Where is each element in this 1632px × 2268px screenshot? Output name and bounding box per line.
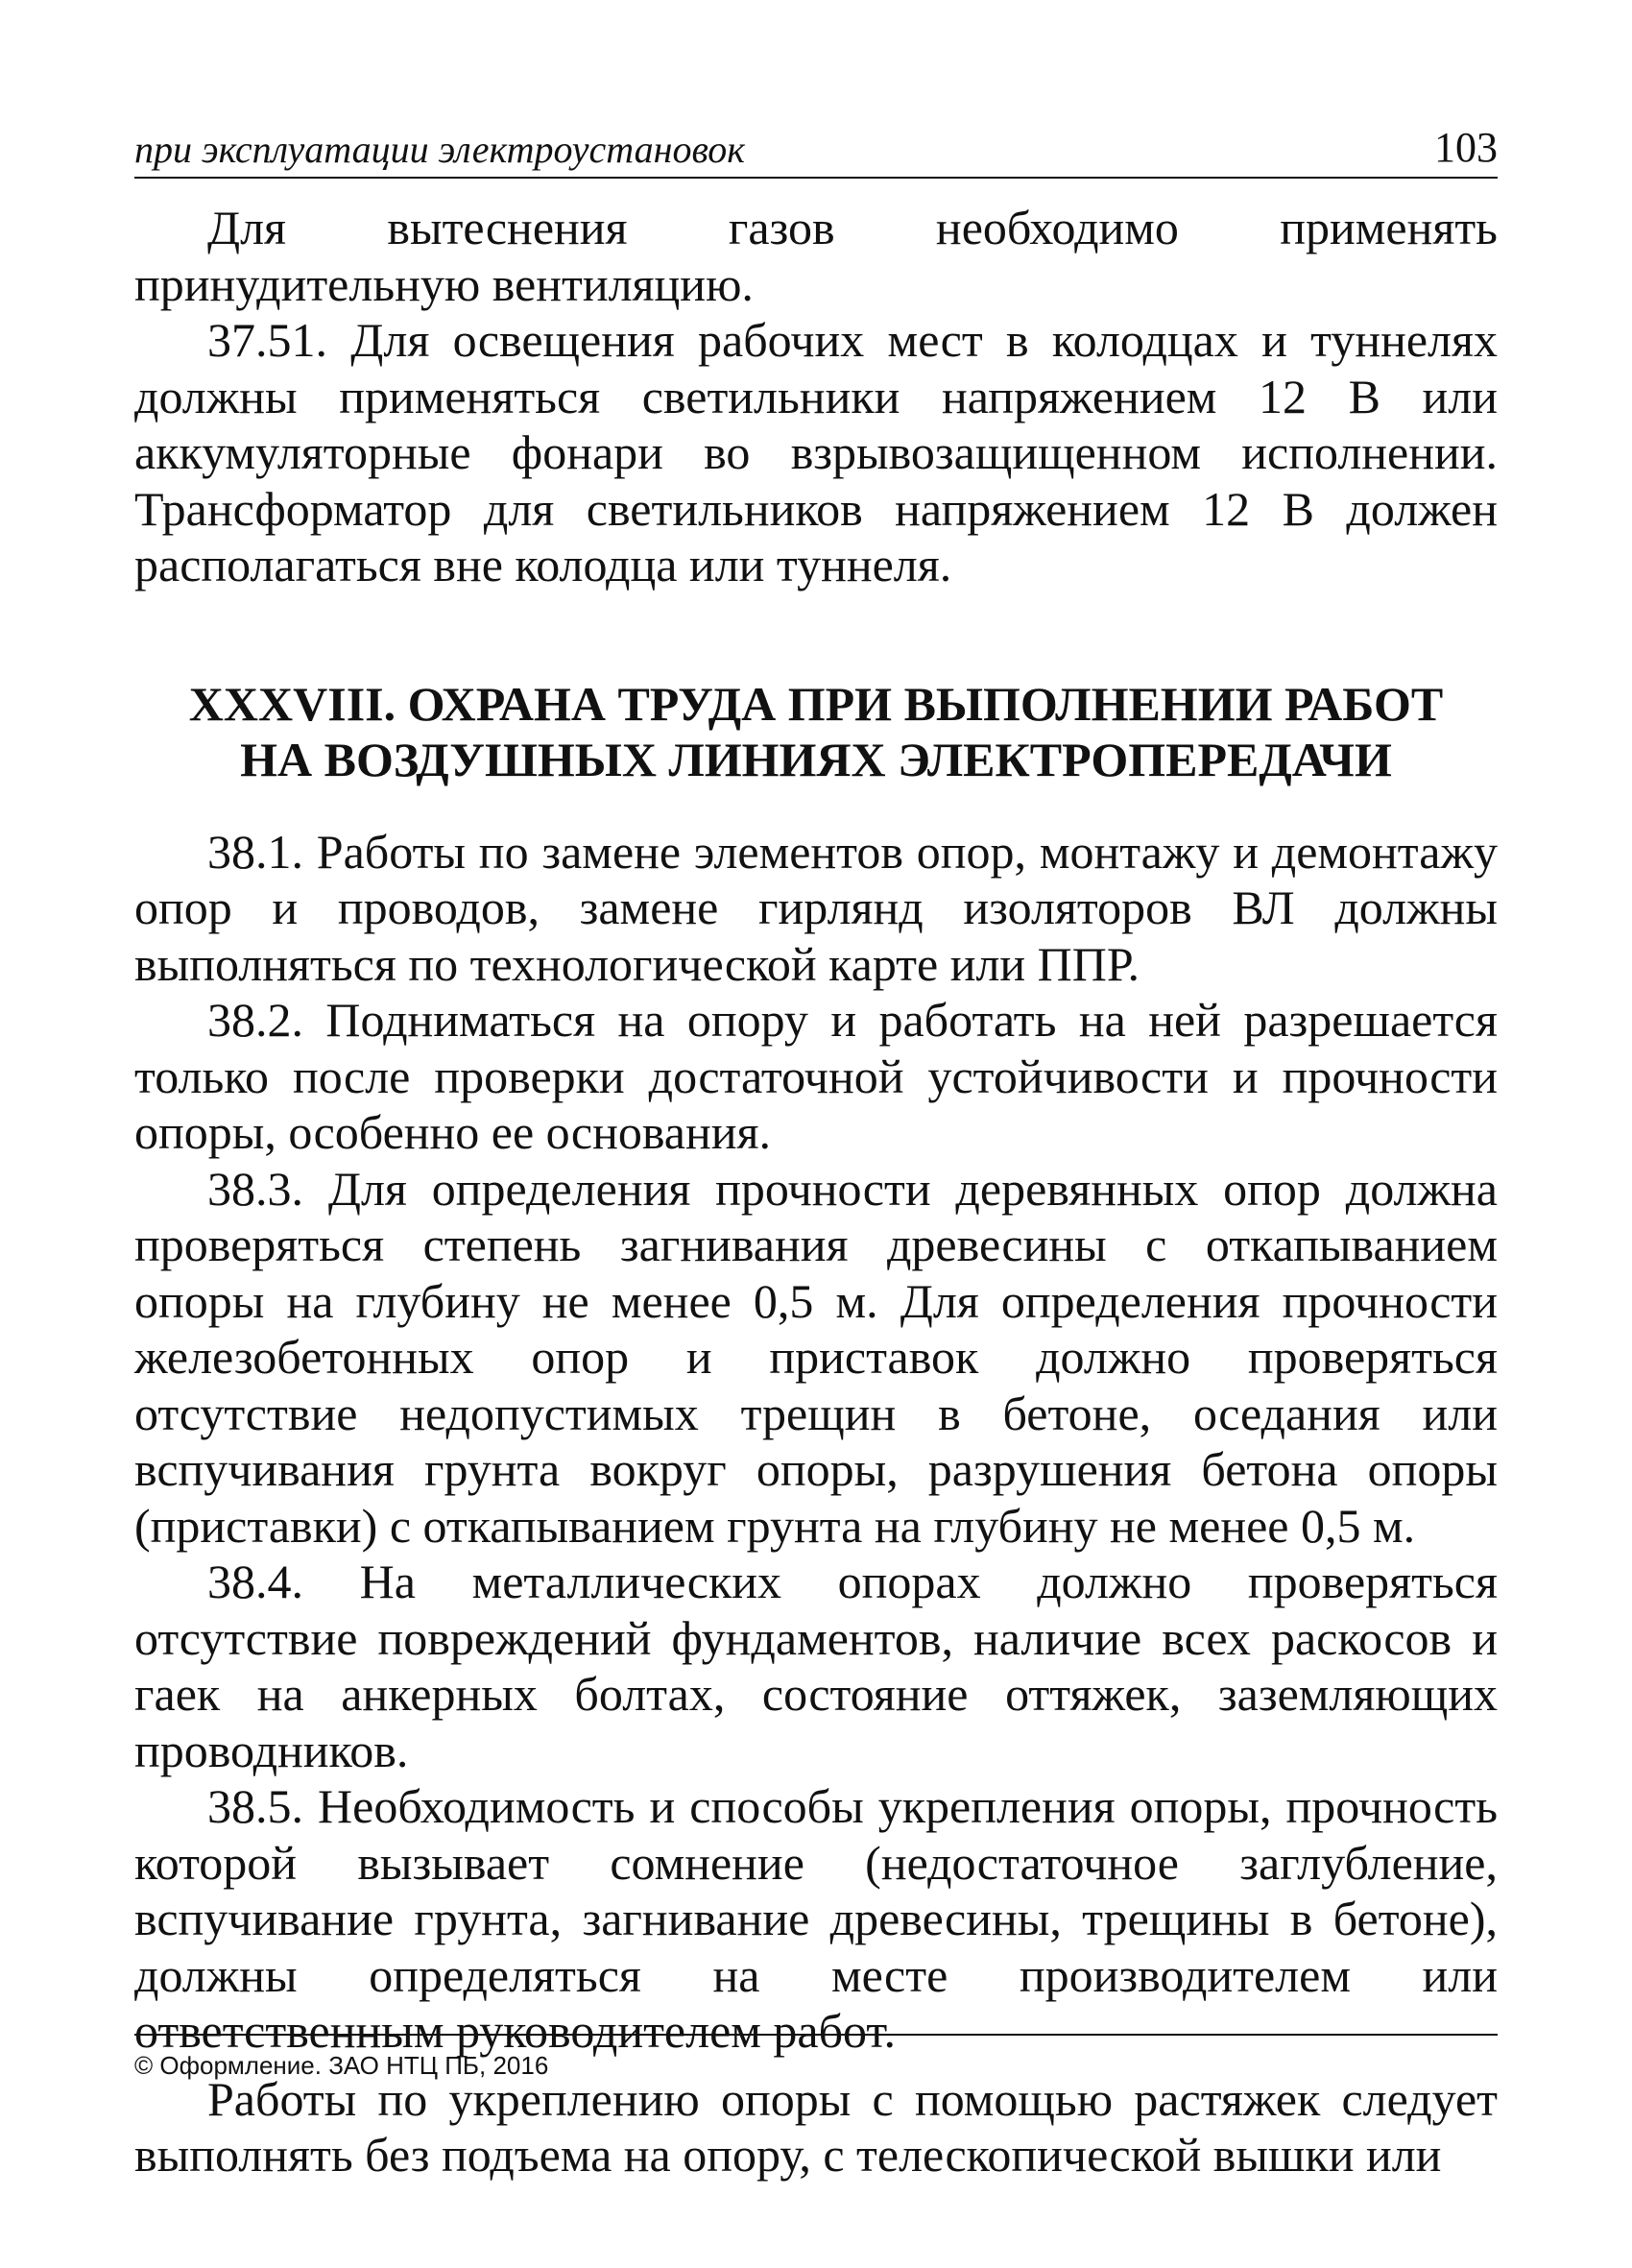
running-header: [134, 115, 1498, 179]
document-page: [134, 115, 1498, 2182]
paragraph-38-2: 38.2. Подниматься на опору и работать на ней разрешается только после проверки достаточной устойчивости и прочности опоры, особенно ее основания.: [134, 993, 1498, 1159]
paragraph-reinforcement: Работы по укреплению опоры с помощью растяжек следует выполнять без подъема на опору, с телескопической вышки или: [134, 2071, 1498, 2182]
paragraph-38-3: 38.3. Для определения прочности деревянных опор должна проверяться степень загнивания древесины с откапыванием опоры на глубину не менее 0,5 м. Для определения прочности железобетонных опор и приставок должно проверяться отсутствие недопустимых трещин в бетоне, оседания или вспучивания грунта вокруг опоры, разрушения бетона опоры (приставки) с откапыванием грунта на глубину не менее 0,5 м.: [134, 1161, 1498, 1553]
footer-divider: [134, 2034, 1498, 2036]
paragraph-38-5: 38.5. Необходимость и способы укрепления опоры, прочность которой вызывает сомнение (недостаточное заглубление, вспучивание грунта, загнивание древесины, трещины в бетоне), должны определяться на месте производителем или ответственным руководителем работ.: [134, 1779, 1498, 2058]
running-title: при эксплуатации электроустановок: [134, 128, 745, 171]
paragraph-37-51: 37.51. Для освещения рабочих мест в колодцах и туннелях должны применяться светильники напряжением 12 В или аккумуляторные фонари во взрывозащищенном исполнении. Трансформатор для светильников напряжением 12 В должен располагаться вне колодца или туннеля.: [134, 313, 1498, 591]
body-text: [134, 200, 1498, 2184]
section-heading-line-2: НА ВОЗДУШНЫХ ЛИНИЯХ ЭЛЕКТРОПЕРЕДАЧИ: [240, 732, 1392, 786]
paragraph-ventilation: Для вытеснения газов необходимо применять принудительную вентиляцию.: [134, 201, 1498, 311]
section-heading: [134, 676, 1498, 787]
footer-copyright: © Оформление. ЗАО НТЦ ПБ, 2016: [134, 2051, 549, 2080]
section-heading-line-1: XXXVIII. ОХРАНА ТРУДА ПРИ ВЫПОЛНЕНИИ РАБОТ: [188, 676, 1444, 731]
paragraph-38-4: 38.4. На металлических опорах должно проверяться отсутствие повреждений фундаментов, наличие всех раскосов и гаек на анкерных болтах, состояние оттяжек, заземляющих проводников.: [134, 1555, 1498, 1777]
paragraph-38-1: 38.1. Работы по замене элементов опор, монтажу и демонтажу опор и проводов, замене гирлянд изоляторов ВЛ должны выполняться по технологической карте или ППР.: [134, 824, 1498, 991]
page-number: 103: [1434, 124, 1498, 171]
